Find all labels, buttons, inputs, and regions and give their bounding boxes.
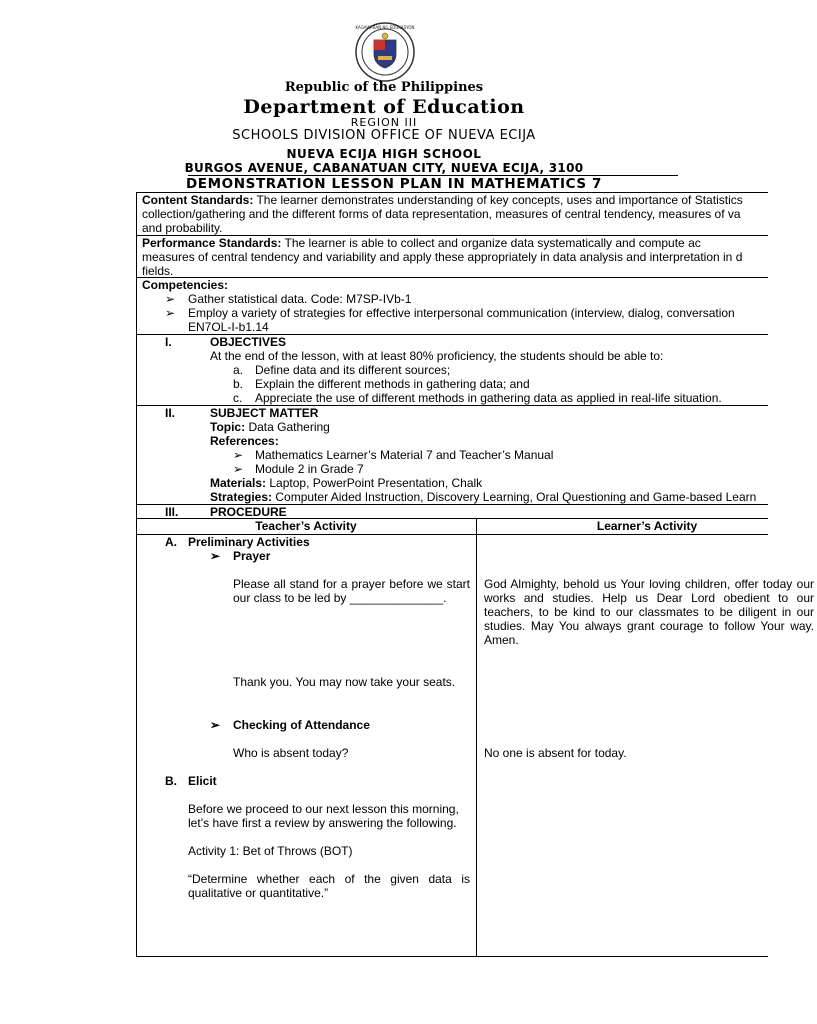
objective-item: Appreciate the use of different methods in gathering data as applied in real-life situation. [255,391,722,405]
bullet-icon: ➢ [165,292,176,306]
school-address: BURGOS AVENUE, CABANATUAN CITY, NUEVA ECIJA, 3100 [184,161,584,175]
republic-header: Republic of the Philippines [284,80,484,95]
division-header: SCHOOLS DIVISION OFFICE OF NUEVA ECIJA [232,128,536,143]
prayer-learner-text: God Almighty, behold us Your loving children, offer today our works and studies. Help us Dear Lord obedient to our teachers, to be kind to our classmates to be diligent in our studies. May You always grant courage to follow Your way. Amen. [484,577,814,647]
strategies-value: Computer Aided Instruction, Discovery Learning, Oral Questioning and Game-based Learn [275,490,757,504]
prayer-label: Prayer [233,549,271,563]
performance-standards-line1 [142,236,701,250]
section-b-label: Elicit [188,774,217,788]
performance-standards-text: The learner is able to collect and organize data systematically and compute ac [284,236,701,250]
teacher-activity-header: Teacher’s Activity [255,519,357,533]
competency-item: Gather statistical data. Code: M7SP-IVb-1 [188,292,412,306]
bullet-icon: ➢ [210,718,221,732]
seat-instruction: Thank you. You may now take your seats. [233,675,456,689]
activity-title: Activity 1: Bet of Throws (BOT) [188,844,353,858]
section-a-label: Preliminary Activities [188,535,310,549]
review-instruction: Before we proceed to our next lesson this morning, let’s have first a review by answering the following. [188,802,459,830]
objective-item: Define data and its different sources; [255,363,451,377]
materials-value: Laptop, PowerPoint Presentation, Chalk [269,476,483,490]
bullet-icon: ➢ [233,448,244,462]
objectives-numeral: I. [165,335,172,349]
region-header: REGION III [350,116,418,129]
section-b-letter: B. [165,774,177,788]
reference-item: Module 2 in Grade 7 [255,462,364,476]
objectives-intro: At the end of the lesson, with at least 80% proficiency, the students should be able to: [210,349,664,363]
content-standards-label: Content Standards: [142,193,254,207]
learner-activity-header: Learner’s Activity [596,519,698,533]
activity-instruction: “Determine whether each of the given data is qualitative or quantitative.” [188,872,470,900]
competency-item: Employ a variety of strategies for effective interpersonal communication (interview, dialog, conversation [188,306,735,320]
content-standards-line3: and probability. [142,221,223,235]
attendance-label: Checking of Attendance [233,718,370,732]
department-header: Department of Education [243,96,525,118]
column-divider [476,518,477,957]
content-standards-line2: collection/gathering and the different forms of data representation, measures of central tendency, measures of va [142,207,741,221]
procedure-heading: PROCEDURE [210,505,287,519]
attendance-question: Who is absent today? [233,746,349,760]
content-standards-line1 [142,193,743,207]
procedure-numeral: III. [165,505,179,519]
performance-standards-line2: measures of central tendency and variability and apply these appropriately in data analysis and interpretation in d [142,250,743,264]
objective-letter: b. [233,377,244,391]
table-border-left [136,192,137,957]
topic-label: Topic: [210,420,246,434]
topic-value: Data Gathering [248,420,330,434]
deped-seal [350,22,420,82]
strategies-line [210,490,756,504]
objective-letter: a. [233,363,244,377]
materials-line [210,476,482,490]
table-border-bottom [136,956,768,957]
strategies-label: Strategies: [210,490,273,504]
row-divider [136,277,768,278]
bullet-icon: ➢ [210,549,221,563]
bullet-icon: ➢ [165,306,176,320]
prayer-teacher-text: Please all stand for a prayer before we start our class to be led by ______________. [233,577,470,605]
materials-label: Materials: [210,476,267,490]
attendance-answer: No one is absent for today. [484,746,627,760]
competency-code: EN7OL-I-b1.14 [188,320,269,334]
bullet-icon: ➢ [233,462,244,476]
school-name: NUEVA ECIJA HIGH SCHOOL [286,147,482,161]
competencies-label: Competencies: [142,278,229,292]
objective-item: Explain the different methods in gathering data; and [255,377,530,391]
topic-line [210,420,330,434]
section-a-letter: A. [165,535,177,549]
subject-matter-numeral: II. [165,406,176,420]
performance-standards-label: Performance Standards: [142,236,282,250]
references-label: References: [210,434,279,448]
reference-item: Mathematics Learner’s Material 7 and Teacher’s Manual [255,448,554,462]
objective-letter: c. [233,391,243,405]
content-standards-text: The learner demonstrates understanding of key concepts, uses and importance of Statistics [256,193,743,207]
performance-standards-line3: fields. [142,264,174,278]
subject-matter-heading: SUBJECT MATTER [210,406,319,420]
page-title: DEMONSTRATION LESSON PLAN IN MATHEMATICS 7 [186,176,602,192]
objectives-heading: OBJECTIVES [210,335,287,349]
seal-text: KAGAWARAN NG EDUKASYON [355,25,415,30]
